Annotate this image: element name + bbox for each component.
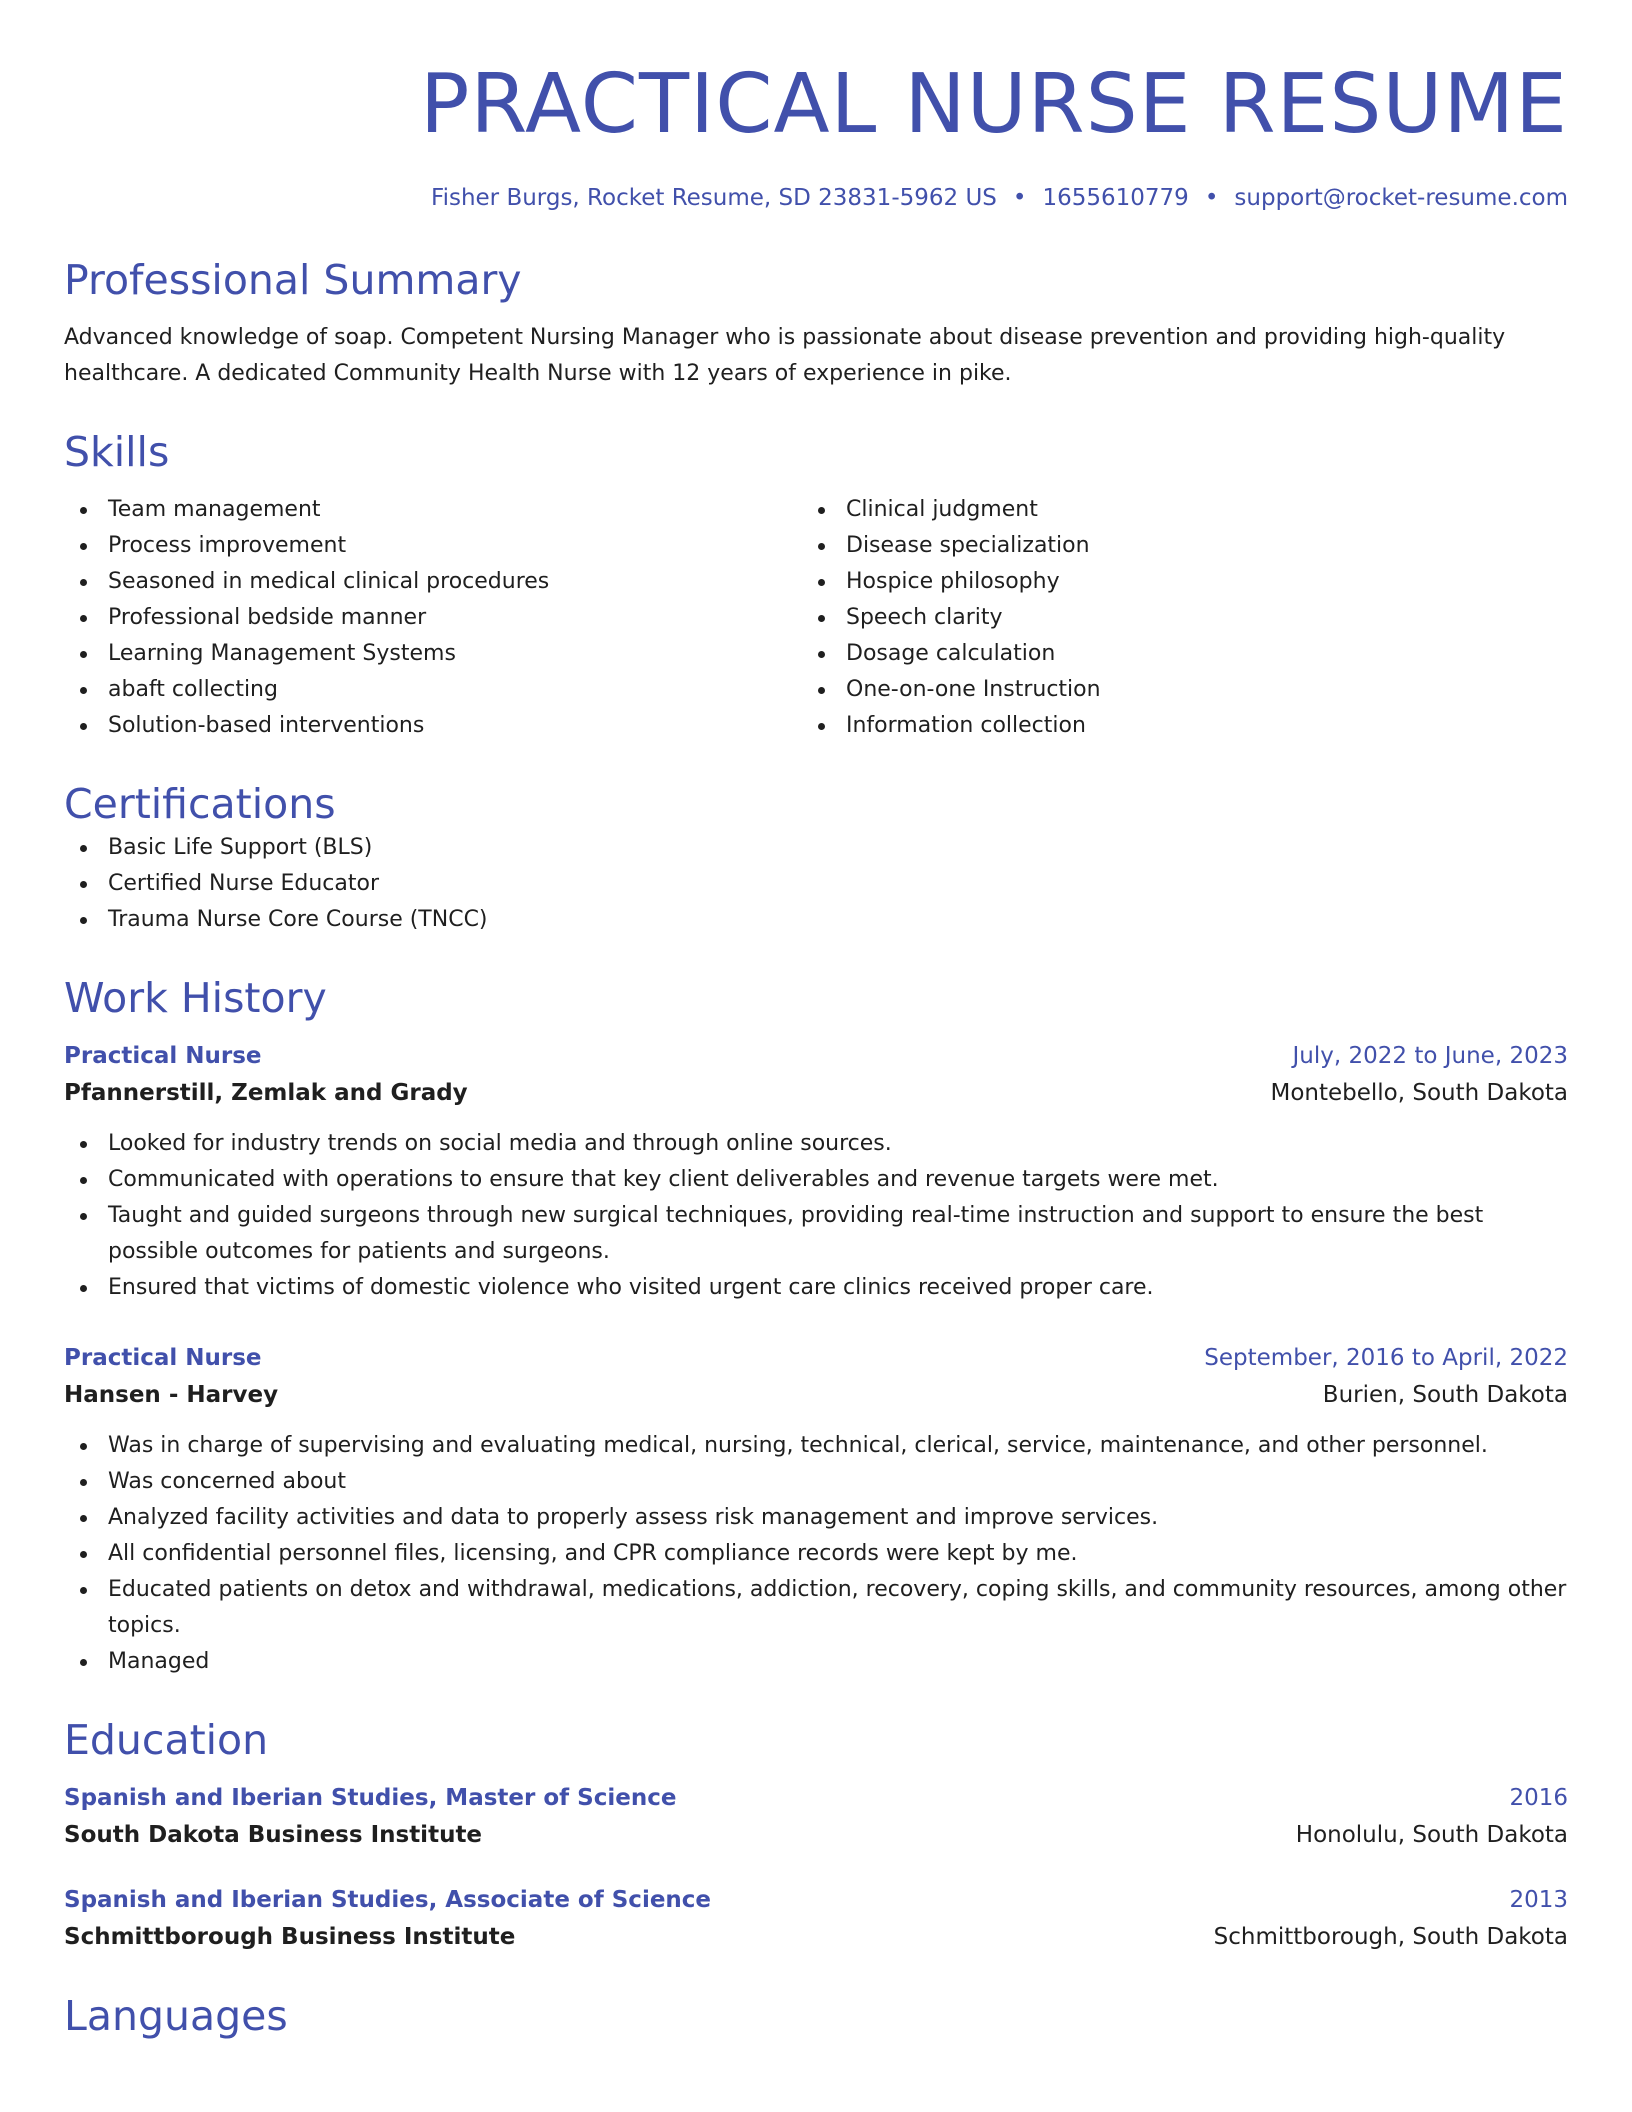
job-company: Pfannerstill, Zemlak and Grady: [64, 1080, 468, 1106]
job-company-row: [64, 1074, 1568, 1112]
job-duty: Communicated with operations to ensure that key client deliverables and revenue targets were met.: [64, 1162, 1568, 1198]
education-degree: Spanish and Iberian Studies, Master of Science: [64, 1785, 677, 1811]
certifications-heading: Certifications: [64, 780, 336, 828]
education-school-row: [64, 1816, 1568, 1854]
skill-item: Seasoned in medical clinical procedures: [64, 564, 802, 600]
skills-section: [64, 426, 1568, 744]
skill-item: Solution-based interventions: [64, 708, 802, 744]
skills-heading: Skills: [64, 428, 170, 476]
contact-address: Fisher Burgs, Rocket Resume, SD 23831-5962 US: [431, 185, 997, 211]
contact-separator: •: [1012, 185, 1027, 211]
skills-list-left: [64, 492, 802, 744]
education-degree-row: [64, 1882, 1568, 1918]
certifications-section: [64, 778, 1568, 938]
languages-section: [64, 1990, 1568, 2042]
job-duty: Ensured that victims of domestic violence who visited urgent care clinics received proper care.: [64, 1270, 1568, 1306]
work-history-heading: Work History: [64, 974, 327, 1022]
resume-title: PRACTICAL NURSE RESUME: [419, 57, 1568, 152]
education-location: Schmittborough, South Dakota: [1213, 1924, 1568, 1950]
job-location: Montebello, South Dakota: [1270, 1080, 1568, 1106]
summary-heading: Professional Summary: [64, 256, 522, 304]
job-company-row: [64, 1376, 1568, 1414]
skill-item: Hospice philosophy: [802, 564, 1540, 600]
education-year: 2016: [1509, 1785, 1568, 1811]
skill-item: One-on-one Instruction: [802, 672, 1540, 708]
education-school-row: [64, 1918, 1568, 1956]
education-location: Honolulu, South Dakota: [1295, 1822, 1568, 1848]
job-location: Burien, South Dakota: [1322, 1382, 1568, 1408]
job-title: Practical Nurse: [64, 1345, 262, 1371]
summary-section: [64, 254, 1568, 392]
work-history-section: [64, 972, 1568, 1680]
skill-item: Information collection: [802, 708, 1540, 744]
job-duties-list: [64, 1428, 1568, 1680]
job-duty: Was in charge of supervising and evaluating medical, nursing, technical, clerical, service, maintenance, and other personnel.: [64, 1428, 1568, 1464]
education-degree-row: [64, 1780, 1568, 1816]
job-duty: Educated patients on detox and withdrawal, medications, addiction, recovery, coping skills, and community resources, among other topics.: [64, 1572, 1568, 1644]
job-duty: Taught and guided surgeons through new surgical techniques, providing real-time instruction and support to ensure the best possible outcomes for patients and surgeons.: [64, 1198, 1568, 1270]
job-dates: July, 2022 to June, 2023: [1292, 1043, 1568, 1069]
skill-item: Dosage calculation: [802, 636, 1540, 672]
skill-item: Team management: [64, 492, 802, 528]
education-entry: [64, 1882, 1568, 1956]
skill-item: abaft collecting: [64, 672, 802, 708]
certification-item: Basic Life Support (BLS): [64, 830, 1568, 866]
job-entry: [64, 1038, 1568, 1306]
job-duty: Looked for industry trends on social media and through online sources.: [64, 1126, 1568, 1162]
job-company: Hansen - Harvey: [64, 1382, 279, 1408]
contact-phone: 1655610779: [1042, 185, 1189, 211]
job-duty: Analyzed facility activities and data to properly assess risk management and improve services.: [64, 1500, 1568, 1536]
skills-grid: [64, 492, 1568, 744]
job-title: Practical Nurse: [64, 1043, 262, 1069]
education-school: Schmittborough Business Institute: [64, 1924, 516, 1950]
job-duty: Managed: [64, 1644, 1568, 1680]
job-duty: Was concerned about: [64, 1464, 1568, 1500]
skill-item: Disease specialization: [802, 528, 1540, 564]
education-section: [64, 1714, 1568, 1956]
skill-item: Clinical judgment: [802, 492, 1540, 528]
languages-heading: Languages: [64, 1992, 288, 2040]
contact-email[interactable]: support@rocket-resume.com: [1234, 185, 1568, 211]
education-school: South Dakota Business Institute: [64, 1822, 483, 1848]
contact-line: [64, 182, 1568, 214]
certification-item: Certified Nurse Educator: [64, 866, 1568, 902]
summary-text: Advanced knowledge of soap. Competent Nursing Manager who is passionate about disease prevention and providing high-quality healthcare. A dedicated Community Health Nurse with 12 years of experience in pike.: [64, 325, 1506, 386]
skill-item: Process improvement: [64, 528, 802, 564]
skill-item: Professional bedside manner: [64, 600, 802, 636]
job-dates: September, 2016 to April, 2022: [1204, 1345, 1568, 1371]
job-duty: All confidential personnel files, licensing, and CPR compliance records were kept by me.: [64, 1536, 1568, 1572]
education-entry: [64, 1780, 1568, 1854]
education-degree: Spanish and Iberian Studies, Associate of Science: [64, 1887, 712, 1913]
certification-item: Trauma Nurse Core Course (TNCC): [64, 902, 1568, 938]
job-title-row: [64, 1340, 1568, 1376]
skill-item: Speech clarity: [802, 600, 1540, 636]
job-title-row: [64, 1038, 1568, 1074]
skills-list-right: [802, 492, 1540, 744]
contact-separator: •: [1204, 185, 1219, 211]
job-duties-list: [64, 1126, 1568, 1306]
education-heading: Education: [64, 1716, 269, 1764]
education-year: 2013: [1509, 1887, 1568, 1913]
skill-item: Learning Management Systems: [64, 636, 802, 672]
certifications-list: [64, 830, 1568, 938]
job-entry: [64, 1340, 1568, 1680]
